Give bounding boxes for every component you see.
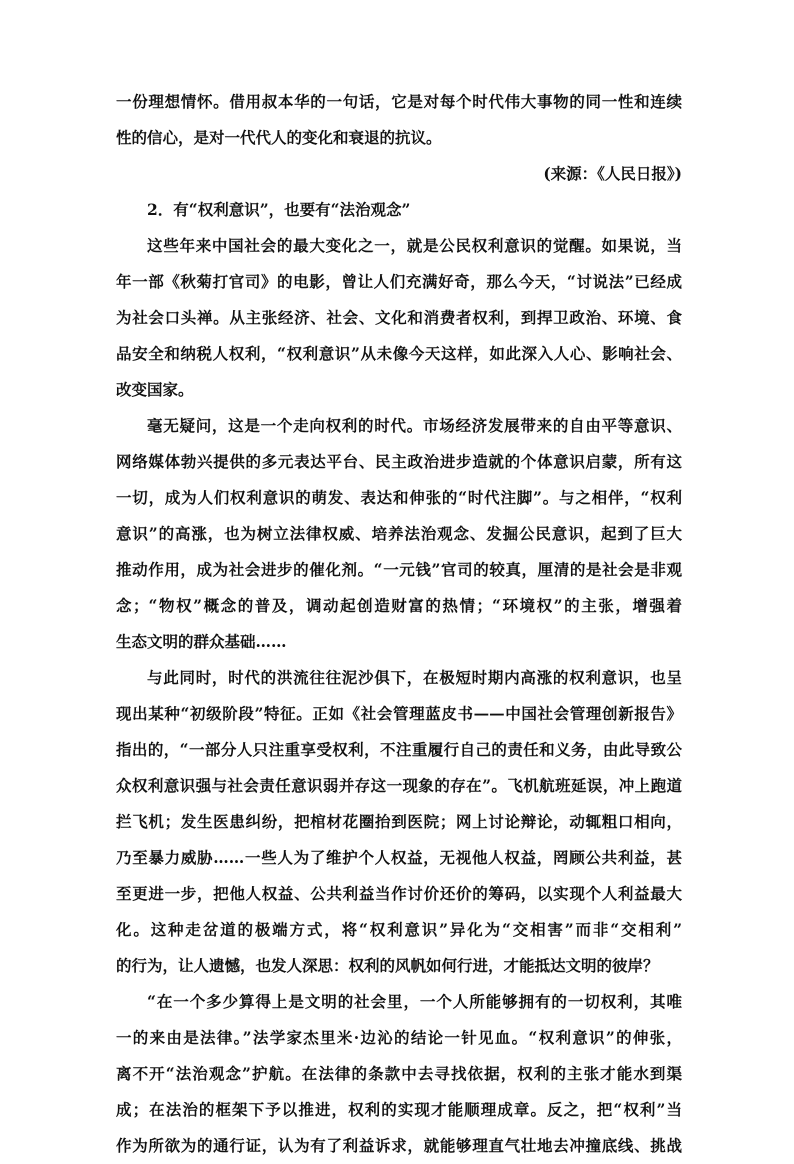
text-line: 拦飞机；发生医患纠纷，把棺材花圈抬到医院；网上讨论辩论，动辄粗口相向， bbox=[116, 812, 682, 831]
text-line: 生态文明的群众基础…… bbox=[116, 632, 287, 651]
source-citation: (来源：《人民日报》) bbox=[543, 164, 682, 183]
paragraph-3 bbox=[116, 660, 682, 984]
text-line: 至更进一步，把他人权益、公共利益当作讨价还价的筹码，以实现个人利益最大 bbox=[116, 884, 682, 903]
text-line: 网络媒体勃兴提供的多元表达平台、民主政治进步造就的个体意识启蒙，所有这 bbox=[116, 452, 682, 471]
text-line: 念；“物权”概念的普及，调动起创造财富的热情；“环境权”的主张，增强着 bbox=[116, 596, 682, 615]
text-line: 这些年来中国社会的最大变化之一，就是公民权利意识的觉醒。如果说，当 bbox=[147, 236, 682, 255]
text-line: 品安全和纳税人权利，“权利意识”从未像今天这样，如此深入人心、影响社会、 bbox=[116, 344, 682, 363]
text-line: 年一部《秋菊打官司》的电影，曾让人们充满好奇，那么今天，“讨说法”已经成 bbox=[116, 272, 682, 291]
section-heading: 2．有“权利意识”，也要有“法治观念” bbox=[147, 200, 411, 219]
text-line: 离不开“法治观念”护航。在法律的条款中去寻找依据，权利的主张才能水到渠 bbox=[116, 1064, 682, 1083]
text-line: 与此同时，时代的洪流往往泥沙俱下，在极短时期内高涨的权利意识，也呈 bbox=[147, 668, 682, 687]
text-line: 性的信心，是对一代代人的变化和衰退的抗议。 bbox=[116, 128, 442, 147]
paragraph-1 bbox=[116, 228, 682, 408]
text-line: 现出某种“初级阶段”特征。正如《社会管理蓝皮书——中国社会管理创新报告》 bbox=[116, 704, 682, 723]
text-line: “在一个多少算得上是文明的社会里，一个人所能够拥有的一切权利，其唯 bbox=[147, 992, 682, 1011]
paragraph-intro bbox=[116, 84, 682, 156]
text-line: 众权利意识强与社会责任意识弱并存这一现象的存在”。飞机航班延误，冲上跑道 bbox=[116, 776, 682, 795]
text-line: 改变国家。 bbox=[116, 380, 194, 399]
paragraph-4 bbox=[116, 984, 682, 1164]
text-line: 乃至暴力威胁……一些人为了维护个人权益，无视他人权益，罔顾公共利益，甚 bbox=[116, 848, 682, 867]
document-page bbox=[116, 84, 682, 1164]
text-line: 化。这种走岔道的极端方式，将“权利意识”异化为“交相害”而非“交相利” bbox=[116, 920, 682, 939]
text-line: 意识”的高涨，也为树立法律权威、培养法治观念、发掘公民意识，起到了巨大 bbox=[116, 524, 682, 543]
text-line: 一切，成为人们权利意识的萌发、表达和伸张的“时代注脚”。与之相伴，“权利 bbox=[116, 488, 682, 507]
text-line: 的行为，让人遗憾，也发人深思：权利的风帆如何行进，才能抵达文明的彼岸？ bbox=[116, 956, 659, 975]
text-line: 作为所欲为的通行证，认为有了利益诉求，就能够理直气壮地去冲撞底线、挑战 bbox=[116, 1136, 682, 1155]
text-line: 指出的，“一部分人只注重享受权利，不注重履行自己的责任和义务，由此导致公 bbox=[116, 740, 682, 759]
text-line: 为社会口头禅。从主张经济、社会、文化和消费者权利，到捍卫政治、环境、食 bbox=[116, 308, 682, 327]
paragraph-2 bbox=[116, 408, 682, 660]
text-line: 毫无疑问，这是一个走向权利的时代。市场经济发展带来的自由平等意识、 bbox=[147, 416, 682, 435]
text-line: 成；在法治的框架下予以推进，权利的实现才能顺理成章。反之，把“权利”当 bbox=[116, 1100, 682, 1119]
text-line: 推动作用，成为社会进步的催化剂。“一元钱”官司的较真，厘清的是社会是非观 bbox=[116, 560, 682, 579]
text-line: 一的来由是法律。”法学家杰里米·边沁的结论一针见血。“权利意识”的伸张， bbox=[116, 1028, 682, 1047]
text-line: 一份理想情怀。借用叔本华的一句话，它是对每个时代伟大事物的同一性和连续 bbox=[116, 92, 682, 111]
